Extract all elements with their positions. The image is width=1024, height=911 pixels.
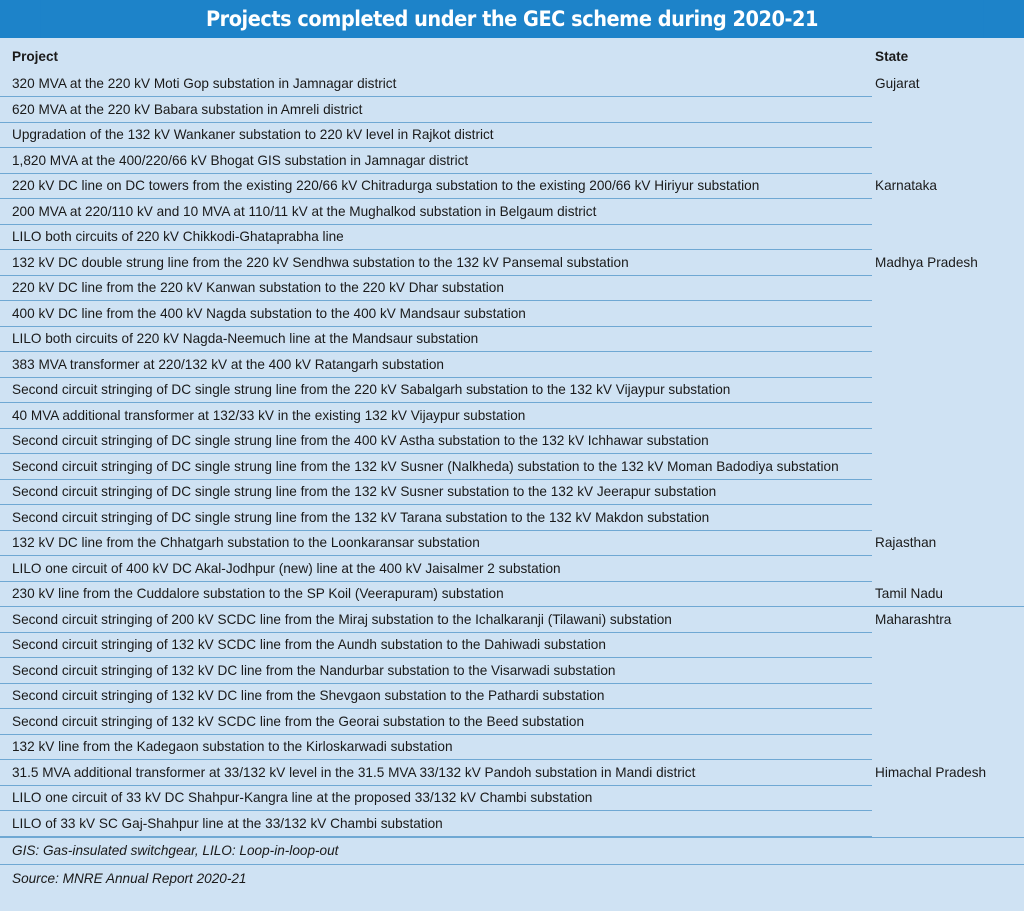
table-row xyxy=(0,785,1024,811)
state-cell: Madhya Pradesh xyxy=(875,254,978,270)
table-row xyxy=(0,173,1024,199)
project-cell: Second circuit stringing of 132 kV DC line from the Nandurbar substation to the Visarwadi substation xyxy=(0,658,872,684)
project-cell: Second circuit stringing of DC single strung line from the 220 kV Sabalgarh substation to the 132 kV Vijaypur substation xyxy=(0,377,872,403)
projects-table xyxy=(0,38,1024,837)
table-row xyxy=(0,148,1024,174)
table-row xyxy=(0,326,1024,352)
project-cell: 320 MVA at the 220 kV Moti Gop substation in Jamnagar district xyxy=(0,71,872,97)
project-cell: 220 kV DC line on DC towers from the existing 220/66 kV Chitradurga substation to the existing 200/66 kV Hiriyur substation xyxy=(0,173,872,199)
table-row xyxy=(0,454,1024,480)
table-row xyxy=(0,97,1024,123)
project-cell: 200 MVA at 220/110 kV and 10 MVA at 110/11 kV at the Mughalkod substation in Belgaum district xyxy=(0,199,872,225)
table-row xyxy=(0,760,1024,786)
table-row xyxy=(0,71,1024,97)
table-row xyxy=(0,352,1024,378)
header-row xyxy=(0,38,1024,71)
table-row xyxy=(0,530,1024,556)
table-row xyxy=(0,199,1024,225)
table-row xyxy=(0,683,1024,709)
project-cell: Upgradation of the 132 kV Wankaner substation to 220 kV level in Rajkot district xyxy=(0,122,872,148)
table-row xyxy=(0,250,1024,276)
project-cell: 40 MVA additional transformer at 132/33 kV in the existing 132 kV Vijaypur substation xyxy=(0,403,872,429)
project-cell: LILO one circuit of 33 kV DC Shahpur-Kangra line at the proposed 33/132 kV Chambi substation xyxy=(0,785,872,811)
project-cell: 1,820 MVA at the 400/220/66 kV Bhogat GIS substation in Jamnagar district xyxy=(0,148,872,174)
table-row xyxy=(0,607,1024,633)
project-cell: LILO both circuits of 220 kV Chikkodi-Ghataprabha line xyxy=(0,224,872,250)
project-cell: 132 kV DC double strung line from the 220 kV Sendhwa substation to the 132 kV Pansemal substation xyxy=(0,250,872,276)
project-column-header: Project xyxy=(12,49,59,64)
project-cell: Second circuit stringing of DC single strung line from the 132 kV Susner (Nalkheda) substation to the 132 kV Moman Badodiya substation xyxy=(0,454,872,480)
project-cell: Second circuit stringing of 132 kV SCDC line from the Aundh substation to the Dahiwadi substation xyxy=(0,632,872,658)
project-cell: Second circuit stringing of DC single strung line from the 132 kV Tarana substation to the 132 kV Makdon substation xyxy=(0,505,872,531)
state-cell: Gujarat xyxy=(875,76,920,91)
table-row xyxy=(0,658,1024,684)
table-row xyxy=(0,811,1024,837)
table-row xyxy=(0,581,1024,607)
state-cell: Himachal Pradesh xyxy=(875,764,987,780)
source-note: Source: MNRE Annual Report 2020-21 xyxy=(12,871,247,886)
project-cell: 132 kV line from the Kadegaon substation to the Kirloskarwadi substation xyxy=(0,734,872,760)
project-cell: Second circuit stringing of 132 kV DC line from the Shevgaon substation to the Pathardi substation xyxy=(0,683,872,709)
table-row xyxy=(0,556,1024,582)
table-row xyxy=(0,505,1024,531)
project-cell: Second circuit stringing of 200 kV SCDC line from the Miraj substation to the Ichalkaranji (Tilawani) substation xyxy=(0,607,872,633)
state-cell: Karnataka xyxy=(875,178,937,193)
table-row xyxy=(0,377,1024,403)
state-cell: Tamil Nadu xyxy=(872,581,1024,607)
project-cell: Second circuit stringing of 132 kV SCDC line from the Georai substation to the Beed substation xyxy=(0,709,872,735)
table-row xyxy=(0,479,1024,505)
table-row xyxy=(0,275,1024,301)
table-row xyxy=(0,428,1024,454)
project-cell: Second circuit stringing of DC single strung line from the 400 kV Astha substation to the 132 kV Ichhawar substation xyxy=(0,428,872,454)
table-row xyxy=(0,734,1024,760)
project-cell: 620 MVA at the 220 kV Babara substation in Amreli district xyxy=(0,97,872,123)
state-cell: Rajasthan xyxy=(875,535,937,550)
project-cell: 132 kV DC line from the Chhatgarh substation to the Loonkaransar substation xyxy=(0,530,872,556)
table-row xyxy=(0,122,1024,148)
project-cell: LILO both circuits of 220 kV Nagda-Neemuch line at the Mandsaur substation xyxy=(0,326,872,352)
project-cell: 31.5 MVA additional transformer at 33/132 kV level in the 31.5 MVA 33/132 kV Pandoh substation in Mandi district xyxy=(0,760,872,786)
table-row xyxy=(0,632,1024,658)
project-cell: LILO of 33 kV SC Gaj-Shahpur line at the 33/132 kV Chambi substation xyxy=(0,811,872,837)
table-row xyxy=(0,224,1024,250)
table-row xyxy=(0,301,1024,327)
table-row xyxy=(0,403,1024,429)
table-body xyxy=(0,71,1024,836)
table-title: Projects completed under the GEC scheme during 2020-21 xyxy=(41,0,983,38)
table-row xyxy=(0,709,1024,735)
project-cell: 383 MVA transformer at 220/132 kV at the 400 kV Ratangarh substation xyxy=(0,352,872,378)
project-cell: LILO one circuit of 400 kV DC Akal-Jodhpur (new) line at the 400 kV Jaisalmer 2 substation xyxy=(0,556,872,582)
state-cell: Maharashtra xyxy=(875,612,952,627)
footnote: GIS: Gas-insulated switchgear, LILO: Loop-in-loop-out xyxy=(0,837,1024,865)
project-cell: 230 kV line from the Cuddalore substation to the SP Koil (Veerapuram) substation xyxy=(0,581,872,607)
project-cell: 400 kV DC line from the 400 kV Nagda substation to the 400 kV Mandsaur substation xyxy=(0,301,872,327)
project-cell: 220 kV DC line from the 220 kV Kanwan substation to the 220 kV Dhar substation xyxy=(0,275,872,301)
project-cell: Second circuit stringing of DC single strung line from the 132 kV Susner substation to the 132 kV Jeerapur substation xyxy=(0,479,872,505)
state-column-header: State xyxy=(875,49,909,64)
